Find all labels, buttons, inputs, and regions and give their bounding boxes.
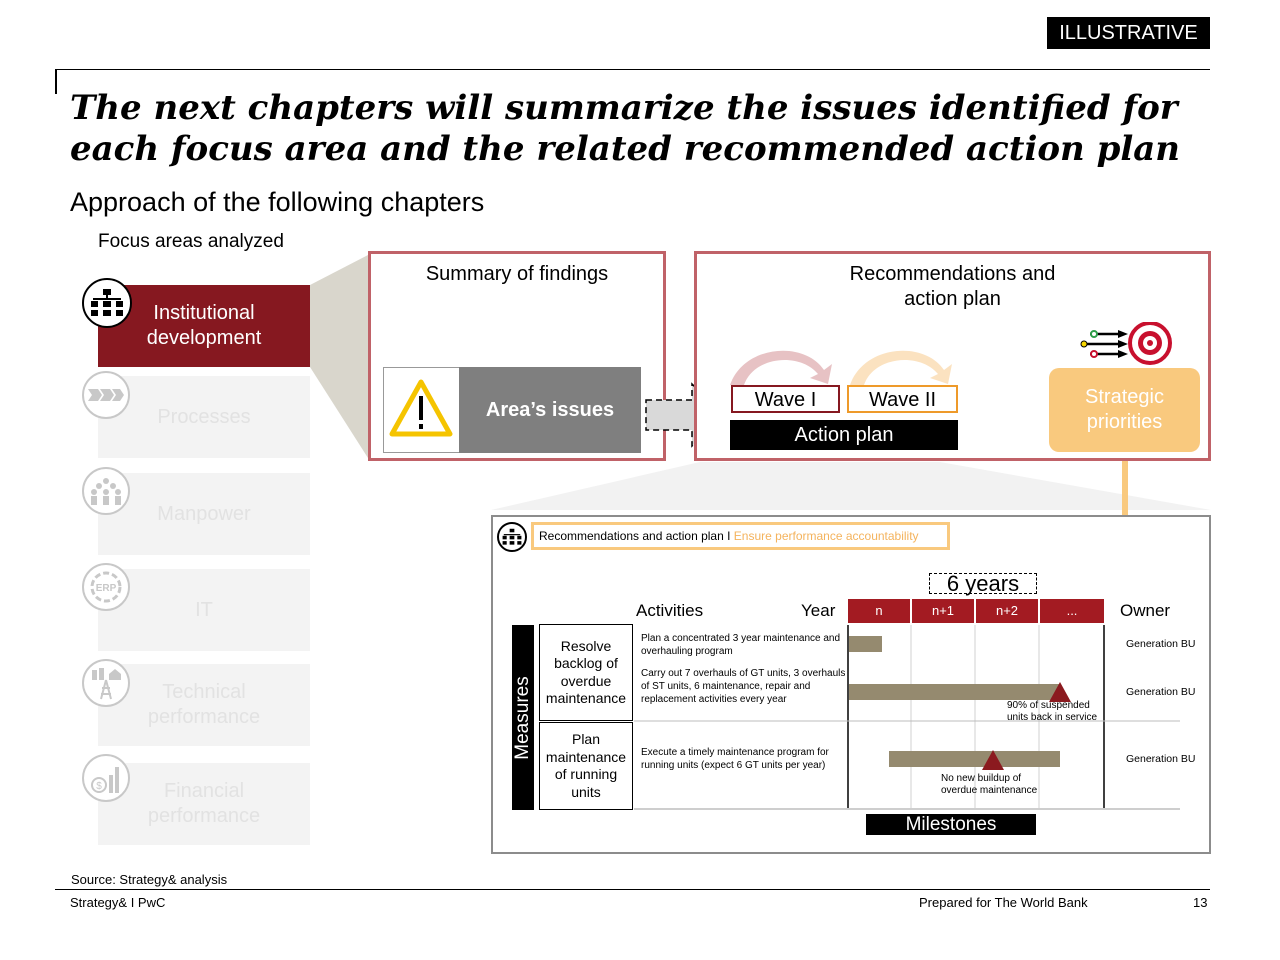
gantt-bar: [849, 684, 1060, 700]
focus-area-technical[interactable]: Technical performance: [98, 664, 310, 746]
detail-header: Recommendations and action plan I Ensure performance accountability: [531, 522, 950, 550]
detail-header-highlight: Ensure performance accountability: [733, 529, 919, 543]
footer-prepared-for: Prepared for The World Bank: [919, 895, 1088, 910]
wave-1-box: Wave I: [731, 385, 840, 413]
six-years-label: 6 years: [929, 573, 1037, 594]
owner-text: Generation BU: [1126, 686, 1196, 698]
focus-area-financial[interactable]: Financial performance: [98, 763, 310, 845]
page-number: 13: [1193, 895, 1208, 910]
milestone-marker: [980, 748, 1006, 772]
milestones-label: Milestones: [866, 814, 1036, 835]
page-title: The next chapters will summarize the issues identified for each focus area and the related recommended action plan: [70, 88, 1181, 169]
milestone-note: No new buildup of overdue maintenance: [941, 773, 1038, 796]
year-cell: n+2: [976, 599, 1038, 623]
gantt-bar: [849, 636, 882, 652]
focus-area-processes[interactable]: Processes: [98, 376, 310, 458]
activities-header: Activities: [636, 601, 704, 620]
focus-areas-label: Focus areas analyzed: [98, 231, 284, 252]
year-cell: ...: [1040, 599, 1104, 623]
svg-text:$: $: [96, 781, 102, 792]
year-cell: n+1: [912, 599, 974, 623]
svg-text:ERP: ERP: [95, 583, 117, 594]
focus-area-institutional[interactable]: Institutional development: [98, 285, 310, 367]
milestone-note: 90% of suspended units back in service: [1007, 700, 1098, 723]
year-cell: n: [848, 599, 910, 623]
year-header: Year: [801, 601, 836, 620]
recommendations-title: Recommendations and action plan: [849, 263, 1056, 310]
summary-title: Summary of findings: [425, 263, 609, 285]
issues-label: Area’s issues: [459, 367, 641, 453]
footer-divider: [55, 889, 1210, 890]
source-note: Source: Strategy& analysis: [71, 872, 228, 887]
focus-area-it[interactable]: IT: [98, 569, 310, 651]
activity-text: Plan a concentrated 3 year maintenance and overhauling program: [641, 633, 841, 657]
gantt-bar: [889, 751, 1060, 767]
measures-bar: Measures: [512, 625, 534, 810]
owner-text: Generation BU: [1126, 753, 1196, 765]
activity-text: Carry out 7 overhauls of GT units, 3 overhauls of ST units, 6 maintenance, repair and replacement activities every year: [641, 668, 846, 705]
focus-area-manpower[interactable]: Manpower: [98, 473, 310, 555]
page-subtitle: Approach of the following chapters: [70, 187, 485, 217]
illustrative-badge: ILLUSTRATIVE: [1047, 17, 1210, 49]
owner-text: Generation BU: [1126, 638, 1196, 650]
footer-brand: Strategy& I PwC: [70, 895, 166, 910]
measure-box: Resolve backlog of overdue maintenance: [539, 624, 633, 721]
action-plan-bar: Action plan: [730, 420, 958, 450]
measure-box: Plan maintenance of running units: [539, 722, 633, 810]
activity-text: Execute a timely maintenance program for running units (expect 6 GT units per year): [641, 747, 829, 771]
wave-2-box: Wave II: [847, 385, 958, 413]
owner-header: Owner: [1120, 601, 1171, 620]
strategic-priorities-box: Strategic priorities: [1049, 368, 1200, 452]
